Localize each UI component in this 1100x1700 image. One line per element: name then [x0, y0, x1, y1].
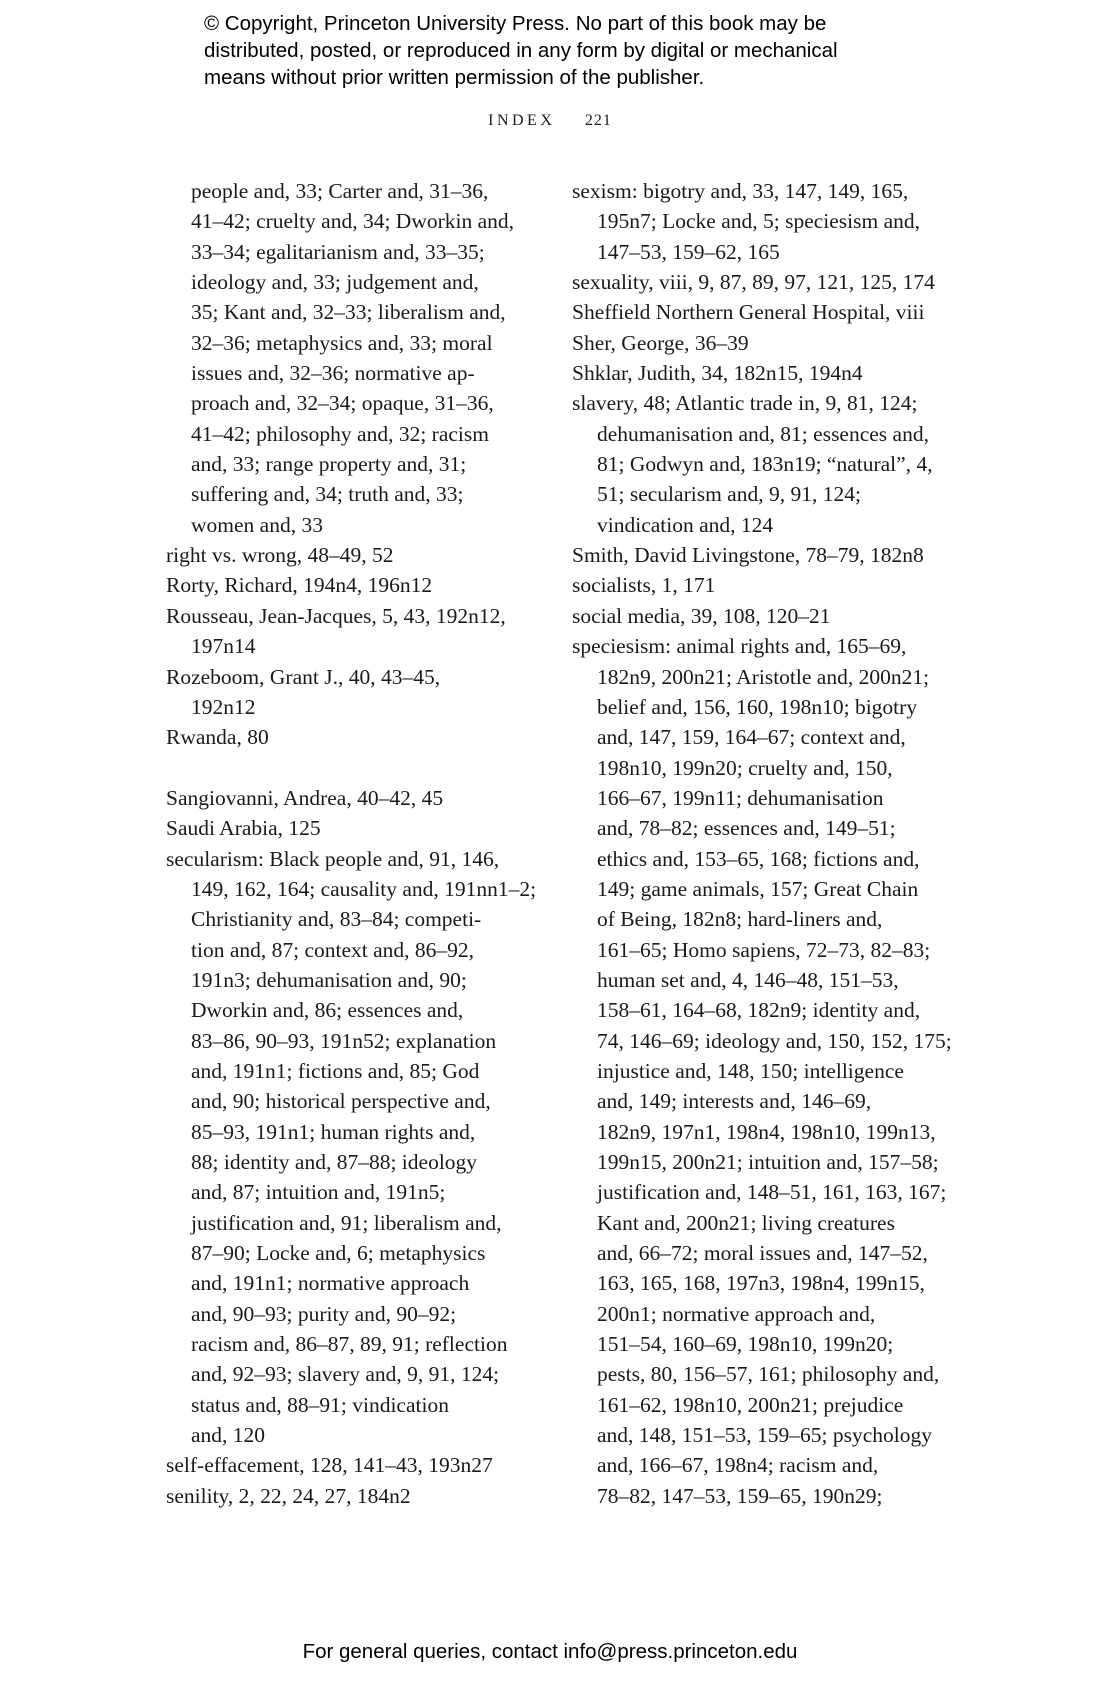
index-entry-line: and, 78–82; essences and, 149–51;: [597, 816, 896, 841]
index-entry-line: Sheffield Northern General Hospital, viii: [572, 300, 925, 325]
index-column-right: [572, 176, 952, 1511]
index-entry-line: Sher, George, 36–39: [572, 330, 749, 355]
index-entry-line: right vs. wrong, 48–49, 52: [166, 543, 394, 568]
index-entry-line: 85–93, 191n1; human rights and,: [191, 1119, 476, 1144]
index-entry-line: people and, 33; Carter and, 31–36,: [191, 179, 489, 203]
index-entry-line: sexism: bigotry and, 33, 147, 149, 165,: [572, 179, 909, 203]
index-entry-line: 87–90; Locke and, 6; metaphysics: [191, 1241, 486, 1266]
index-entry-line: belief and, 156, 160, 198n10; bigotry: [597, 694, 918, 719]
index-entry-line: speciesism: animal rights and, 165–69,: [572, 634, 907, 659]
copyright-notice: [204, 10, 924, 91]
index-entry-line: tion and, 87; context and, 86–92,: [191, 937, 475, 962]
running-head-title: INDEX: [488, 112, 556, 129]
index-entry-line: 88; identity and, 87–88; ideology: [191, 1150, 478, 1174]
index-entry-line: women and, 33: [191, 512, 323, 537]
index-entry-line: sexuality, viii, 9, 87, 89, 97, 121, 125, 174: [572, 270, 935, 295]
index-entry-line: 198n10, 199n20; cruelty and, 150,: [597, 755, 893, 780]
index-entry-line: 191n3; dehumanisation and, 90;: [191, 967, 467, 992]
index-entry-line: 182n9, 200n21; Aristotle and, 200n21;: [597, 664, 930, 689]
index-entry-line: socialists, 1, 171: [572, 573, 716, 598]
index-entry-line: issues and, 32–36; normative ap-: [191, 361, 475, 386]
index-entry-line: 166–67, 199n11; dehumanisation: [597, 785, 884, 810]
index-entry-line: and, 33; range property and, 31;: [191, 452, 467, 477]
index-entry-line: and, 90; historical perspective and,: [191, 1089, 491, 1114]
footer-contact: For general queries, contact info@press.princeton.edu: [302, 1640, 798, 1663]
index-entry-line: of Being, 182n8; hard-liners and,: [597, 907, 883, 932]
copyright-line: means without prior written permission of the publisher.: [204, 66, 705, 89]
index-entry-line: 161–62, 198n10, 200n21; prejudice: [597, 1392, 904, 1417]
index-entry-line: 200n1; normative approach and,: [597, 1301, 876, 1326]
index-entry-line: ethics and, 153–65, 168; fictions and,: [597, 846, 920, 871]
index-entry-line: Sangiovanni, Andrea, 40–42, 45: [166, 785, 444, 810]
index-entry-line: social media, 39, 108, 120–21: [572, 603, 831, 628]
index-entry-line: Rozeboom, Grant J., 40, 43–45,: [166, 664, 441, 689]
index-entry-line: 41–42; cruelty and, 34; Dworkin and,: [191, 209, 515, 234]
page-number: 221: [584, 112, 612, 129]
index-entry-line: 163, 165, 168, 197n3, 198n4, 199n15,: [597, 1271, 925, 1296]
index-entry-line: slavery, 48; Atlantic trade in, 9, 81, 124;: [572, 391, 918, 416]
index-entry-line: racism and, 86–87, 89, 91; reflection: [191, 1332, 508, 1357]
index-entry-line: 147–53, 159–62, 165: [597, 239, 780, 264]
index-entry-line: and, 149; interests and, 146–69,: [597, 1089, 872, 1114]
index-entry-line: 78–82, 147–53, 159–65, 190n29;: [597, 1483, 883, 1508]
index-entry-line: 151–54, 160–69, 198n10, 199n20;: [597, 1332, 894, 1357]
index-entry-line: proach and, 32–34; opaque, 31–36,: [191, 391, 494, 416]
index-entry-line: secularism: Black people and, 91, 146,: [166, 846, 500, 871]
index-entry-line: 161–65; Homo sapiens, 72–73, 82–83;: [597, 937, 931, 962]
index-entry-line: and, 92–93; slavery and, 9, 91, 124;: [191, 1362, 500, 1387]
index-entry-line: vindication and, 124: [597, 512, 774, 537]
index-entry-line: and, 87; intuition and, 191n5;: [191, 1180, 446, 1205]
index-entry-line: 158–61, 164–68, 182n9; identity and,: [597, 998, 921, 1023]
section-gap: [166, 753, 536, 783]
index-entry-line: Smith, David Livingstone, 78–79, 182n8: [572, 543, 924, 568]
index-entry-line: dehumanisation and, 81; essences and,: [597, 421, 929, 446]
index-entry-line: 74, 146–69; ideology and, 150, 152, 175;: [597, 1028, 952, 1053]
index-entry-line: 41–42; philosophy and, 32; racism: [191, 421, 489, 446]
index-entry-line: and, 120: [191, 1423, 266, 1448]
index-entry-line: senility, 2, 22, 24, 27, 184n2: [166, 1483, 411, 1508]
index-entry-line: 149, 162, 164; causality and, 191nn1–2;: [191, 876, 537, 901]
index-entry-line: and, 90–93; purity and, 90–92;: [191, 1301, 457, 1326]
index-entry-line: and, 166–67, 198n4; racism and,: [597, 1453, 879, 1478]
index-entry-line: justification and, 91; liberalism and,: [191, 1210, 502, 1235]
index-entry-line: Shklar, Judith, 34, 182n15, 194n4: [572, 361, 863, 386]
index-entry-line: 197n14: [191, 634, 256, 659]
index-entry-line: 35; Kant and, 32–33; liberalism and,: [191, 300, 506, 325]
index-entry-line: 83–86, 90–93, 191n52; explanation: [191, 1028, 497, 1053]
index-entry-line: suffering and, 34; truth and, 33;: [191, 482, 464, 507]
index-entry-line: Christianity and, 83–84; competi-: [191, 907, 482, 932]
index-entry-line: and, 66–72; moral issues and, 147–52,: [597, 1241, 928, 1266]
index-entry-line: justification and, 148–51, 161, 163, 167;: [597, 1180, 947, 1205]
index-entry-line: 32–36; metaphysics and, 33; moral: [191, 330, 493, 355]
index-entry-line: 33–34; egalitarianism and, 33–35;: [191, 239, 485, 264]
index-entry-line: Rorty, Richard, 194n4, 196n12: [166, 573, 433, 598]
index-entry-line: 199n15, 200n21; intuition and, 157–58;: [597, 1150, 939, 1174]
index-entry-line: human set and, 4, 146–48, 151–53,: [597, 967, 899, 992]
index-entry-line: 51; secularism and, 9, 91, 124;: [597, 482, 861, 507]
index-entry-line: ideology and, 33; judgement and,: [191, 270, 479, 295]
index-entry-line: Kant and, 200n21; living creatures: [597, 1210, 895, 1235]
index-entry-line: 195n7; Locke and, 5; speciesism and,: [597, 209, 921, 234]
index-entry-line: Rousseau, Jean-Jacques, 5, 43, 192n12,: [166, 603, 506, 628]
index-entry-line: Dworkin and, 86; essences and,: [191, 998, 464, 1023]
index-entry-line: Saudi Arabia, 125: [166, 816, 321, 841]
index-entry-line: and, 191n1; normative approach: [191, 1271, 470, 1296]
copyright-line: © Copyright, Princeton University Press. No part of this book may be: [204, 12, 827, 35]
index-entry-line: and, 147, 159, 164–67; context and,: [597, 725, 906, 750]
index-entry-line: 149; game animals, 157; Great Chain: [597, 876, 919, 901]
index-entry-line: 192n12: [191, 694, 256, 719]
index-entry-line: pests, 80, 156–57, 161; philosophy and,: [597, 1362, 940, 1387]
index-column-left: [166, 176, 536, 1511]
index-entry-line: injustice and, 148, 150; intelligence: [597, 1058, 904, 1083]
index-entry-line: self-effacement, 128, 141–43, 193n27: [166, 1453, 493, 1478]
index-entry-line: 182n9, 197n1, 198n4, 198n10, 199n13,: [597, 1119, 936, 1144]
copyright-line: distributed, posted, or reproduced in any form by digital or mechanical: [204, 39, 838, 62]
index-entry-line: and, 191n1; fictions and, 85; God: [191, 1058, 480, 1083]
index-entry-line: Rwanda, 80: [166, 725, 269, 750]
index-entry-line: 81; Godwyn and, 183n19; “natural”, 4,: [597, 452, 933, 477]
index-entry-line: and, 148, 151–53, 159–65; psychology: [597, 1423, 933, 1448]
index-entry-line: status and, 88–91; vindication: [191, 1392, 449, 1417]
running-head: [0, 112, 1100, 130]
